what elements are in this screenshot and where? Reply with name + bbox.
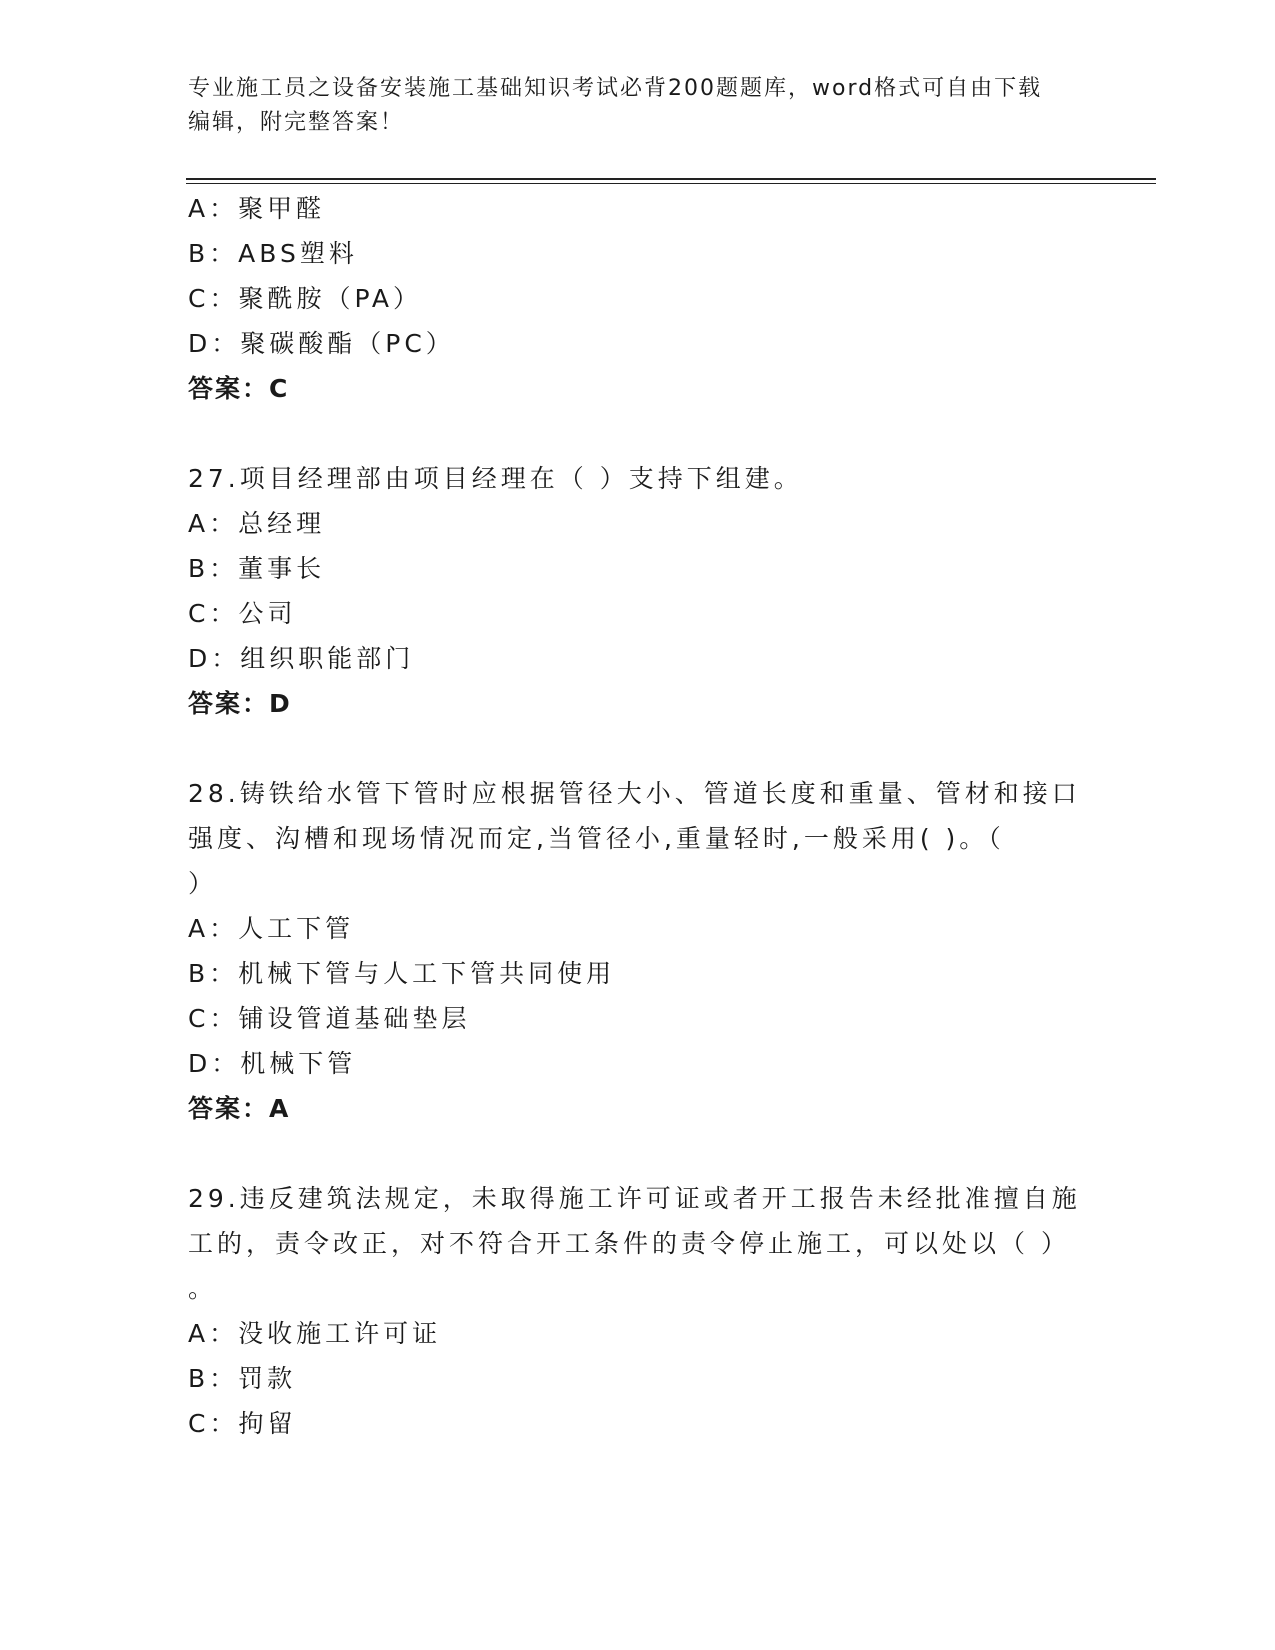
q28-option-a: A：人工下管 (188, 914, 355, 943)
q29-stem-line3: 。 (188, 1274, 218, 1303)
header-divider-thin (186, 183, 1156, 184)
header-title-line1: 专业施工员之设备安装施工基础知识考试必背200题题库，word格式可自由下载 (188, 76, 1043, 101)
q27-stem: 27.项目经理部由项目经理在（ ）支持下组建。 (188, 464, 803, 493)
q26-answer: 答案：C (188, 374, 290, 403)
q26-option-a: A：聚甲醛 (188, 194, 326, 223)
q29-option-a: A：没收施工许可证 (188, 1319, 442, 1348)
header-divider (186, 178, 1156, 180)
q29-stem-line2: 工的，责令改正，对不符合开工条件的责令停止施工，可以处以（ ） (188, 1229, 1070, 1258)
q28-option-b: B：机械下管与人工下管共同使用 (188, 959, 616, 988)
document-header (188, 72, 1088, 140)
q28-answer: 答案：A (188, 1094, 291, 1123)
q26-option-c: C：聚酰胺（PA） (188, 284, 423, 313)
q26-option-d: D：聚碳酸酯（PC） (188, 329, 455, 358)
q29-stem-line1: 29.违反建筑法规定，未取得施工许可证或者开工报告未经批准擅自施 (188, 1184, 1081, 1213)
q28-stem-line1: 28.铸铁给水管下管时应根据管径大小、管道长度和重量、管材和接口 (188, 779, 1081, 808)
q27-option-b: B：董事长 (188, 554, 326, 583)
q29-option-b: B：罚款 (188, 1364, 297, 1393)
q28-stem-line3: ） (188, 869, 218, 898)
q28-stem-line2: 强度、沟槽和现场情况而定,当管径小,重量轻时,一般采用( )。（ (188, 824, 1005, 853)
q27-option-a: A：总经理 (188, 509, 326, 538)
q28-option-d: D：机械下管 (188, 1049, 357, 1078)
header-title-line2: 编辑，附完整答案！ (188, 110, 405, 135)
q27-option-d: D：组织职能部门 (188, 644, 415, 673)
q26-option-b: B：ABS塑料 (188, 239, 358, 268)
q28-option-c: C：铺设管道基础垫层 (188, 1004, 471, 1033)
q27-answer: 答案：D (188, 689, 292, 718)
q27-option-c: C：公司 (188, 599, 297, 628)
q29-option-c: C：拘留 (188, 1409, 297, 1438)
